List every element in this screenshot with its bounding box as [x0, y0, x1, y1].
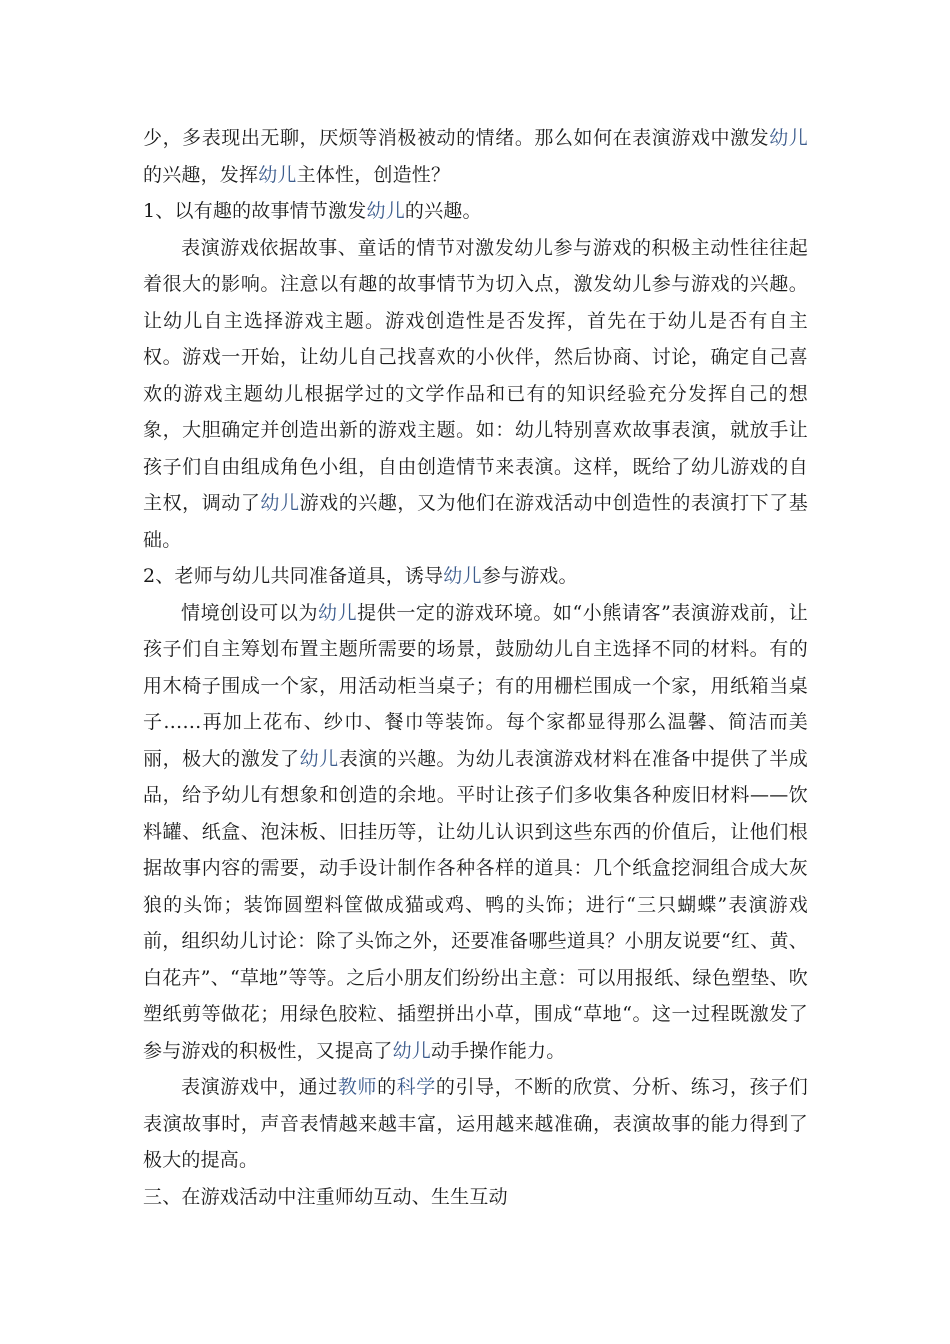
text-run: 动手操作能力。	[431, 1039, 566, 1062]
text-run: 参与游戏。	[481, 565, 578, 587]
paragraph	[143, 120, 808, 193]
text-run: 表演的兴趣。为幼儿表演游戏材料在准备中提供了半成品，给予幼儿有想象和创造的余地。平时让孩子们多收集各种废旧材料——饮料罐、纸盒、泡沫板、旧挂历等，让幼儿认识到这些东西的价值后，让他们根据故事内容的需要，动手设计制作各种各样的道具：几个纸盒挖洞组合成大灰狼的头饰；装饰圆塑料筐做成猫或鸡、鸭的头饰；进行“三只蝴蝶”表演游戏前，组织幼儿讨论：除了头饰之外，还要准备哪些道具？小朋友说要“红、黄、白花卉”、“草地”等等。之后小朋友们纷纷出主意：可以用报纸、绿色塑垫、吹塑纸剪等做花；用绿色胶粒、插塑拼出小草，围成“草地“。这一过程既激发了参与游戏的积极性，又提高了	[143, 747, 808, 1062]
keyword-link[interactable]: 幼儿	[260, 492, 300, 514]
section-heading	[143, 1179, 808, 1216]
text-run: 2、老师与幼儿共同准备道具，诱导	[143, 565, 444, 587]
paragraph	[143, 1069, 808, 1179]
text-run: 表演游戏依据故事、童话的情节对激发幼儿参与游戏的积极主动性往往起着很大的影响。注意以有趣的故事情节为切入点，激发幼儿参与游戏的兴趣。让幼儿自主选择游戏主题。游戏创造性是否发挥，首先在于幼儿是否有自主权。游戏一开始，让幼儿自己找喜欢的小伙伴，然后协商、讨论，确定自己喜欢的游戏主题幼儿根据学过的文学作品和已有的知识经验充分发挥自己的想象，大胆确定并创造出新的游戏主题。如：幼儿特别喜欢故事表演，就放手让孩子们自由组成角色小组，自由创造情节来表演。这样，既给了幼儿游戏的自主权，调动了	[143, 236, 808, 514]
text-run: 的	[377, 1076, 397, 1098]
text-run: 少，多表现出无聊，厌烦等消极被动的情绪。那么如何在表演游戏中激发	[143, 127, 770, 149]
section-heading	[143, 558, 808, 595]
keyword-link[interactable]: 幼儿	[366, 200, 405, 222]
text-run: 的兴趣。	[404, 200, 482, 222]
section-heading	[143, 193, 808, 230]
keyword-link[interactable]: 幼儿	[258, 163, 297, 186]
text-run: 提供一定的游戏环境。如“小熊请客”表演游戏前，让孩子们自主筹划布置主题所需要的场景，鼓励幼儿自主选择不同的材料。有的用木椅子围成一个家，用活动柜当桌子；有的用栅栏围成一个家，用纸箱当桌子……再加上花布、纱巾、餐巾等装饰。每个家都显得那么温馨、简洁而美丽，极大的激发了	[143, 601, 808, 770]
text-run: 情境创设可以为	[181, 601, 319, 624]
keyword-link[interactable]: 科学	[396, 1076, 436, 1098]
keyword-link[interactable]: 幼儿	[392, 1039, 432, 1062]
keyword-link[interactable]: 幼儿	[299, 747, 339, 770]
keyword-link[interactable]: 幼儿	[769, 127, 809, 149]
text-run: 的引导，不断的欣赏、分析、练习，孩子们表演故事时，声音表情越来越丰富，运用越来越准确，表演故事的能力得到了极大的提高。	[143, 1076, 808, 1171]
keyword-link[interactable]: 教师	[337, 1076, 378, 1098]
document-body	[143, 120, 808, 1215]
text-run: 的兴趣，发挥	[143, 163, 259, 186]
text-run: 表演游戏中，通过	[181, 1076, 338, 1098]
paragraph	[143, 595, 808, 1070]
text-run: 主体性，创造性？	[296, 163, 451, 186]
keyword-link[interactable]: 幼儿	[318, 601, 358, 624]
text-run: 游戏的兴趣，又为他们在游戏活动中创造性的表演打下了基础。	[143, 492, 808, 551]
keyword-link[interactable]: 幼儿	[443, 565, 482, 587]
text-run: 1、以有趣的故事情节激发	[143, 200, 367, 222]
text-run: 三、在游戏活动中注重师幼互动、生生互动	[143, 1185, 508, 1208]
paragraph	[143, 230, 808, 559]
